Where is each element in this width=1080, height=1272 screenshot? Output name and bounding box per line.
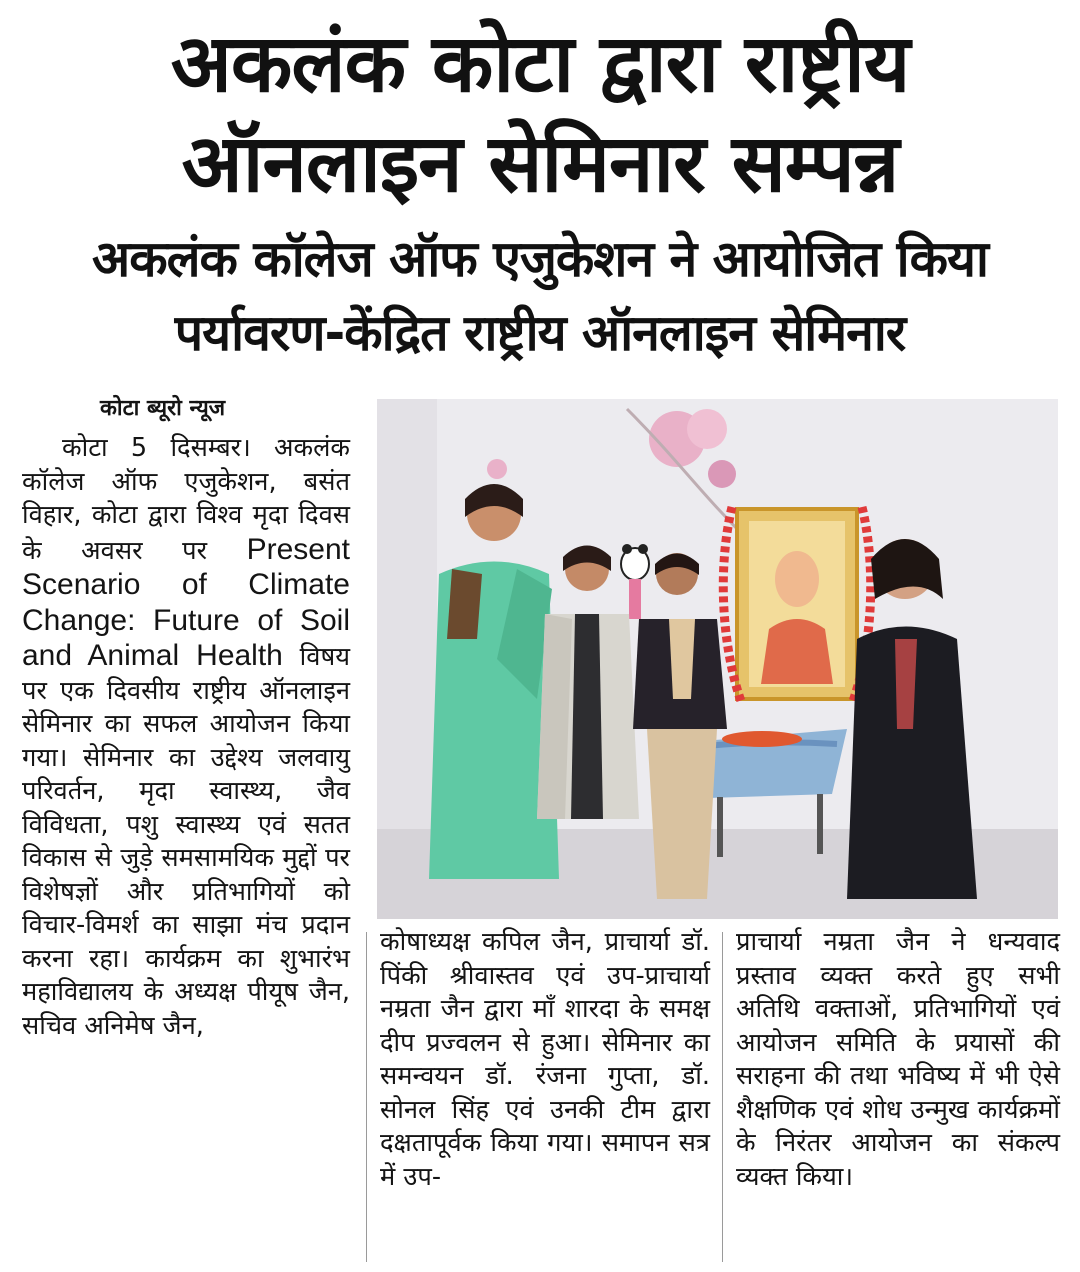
column-divider-1 xyxy=(366,932,367,1262)
subheadline-line-1: अकलंक कॉलेज ऑफ एजुकेशन ने आयोजित किया xyxy=(92,230,988,288)
headline-line-1: अकलंक कोटा द्वारा राष्ट्रीय xyxy=(170,17,910,110)
headline-line-2: ऑनलाइन सेमिनार सम्पन्न xyxy=(181,117,899,210)
byline: कोटा ब्यूरो न्यूज xyxy=(100,396,226,421)
subheadline-line-2: पर्यावरण-केंद्रित राष्ट्रीय ऑनलाइन सेमिनार xyxy=(174,304,906,362)
article-body-3: प्राचार्या नम्रता जैन ने धन्यवाद प्रस्ताव व्यक्त करते हुए सभी अतिथि वक्ताओं, प्रतिभागियों एवं आयोजन समिति के प्रयासों की सराहना की तथा भविष्य में भी ऐसे शैक्षणिक एवं शोध उन्मुख कार्यक्रमों के निरंतर आयोजन का संकल्प व्यक्त किया। xyxy=(736,927,1060,1192)
shrine-frame xyxy=(723,507,870,704)
seminar-title-english: Present Scenario of Climate Change: Future of Soil and Animal Health xyxy=(22,532,350,672)
article-body-1: विषय पर एक दिवसीय राष्ट्रीय ऑनलाइन सेमिनार का सफल आयोजन किया गया। सेमिनार का उद्देश्य जलवायु परिवर्तन, मृदा स्वास्थ्य, जैव विविधता, पशु स्वास्थ्य एवं सतत विकास से जुड़े समसामयिक मुद्दों पर विशेषज्ञों और प्रतिभागियों को विचार-विमर्श का साझा मंच प्रदान करना रहा। कार्यक्रम का शुभारंभ महाविद्यालय के अध्यक्ष पीयूष जैन, सचिव अनिमेष जैन, xyxy=(22,642,350,1041)
event-photo xyxy=(377,399,1058,919)
column-divider-2 xyxy=(722,932,723,1262)
article-column-3 xyxy=(736,926,1060,1194)
article-intro: कोटा 5 दिसम्बर। अकलंक कॉलेज ऑफ एजुकेशन, बसंत विहार, कोटा द्वारा विश्व मृदा दिवस के अवसर पर xyxy=(22,433,350,566)
article-column-2 xyxy=(380,926,710,1194)
event-photo-illustration xyxy=(377,399,1058,919)
article-body-2: कोषाध्यक्ष कपिल जैन, प्राचार्या डॉ. पिंकी श्रीवास्तव एवं उप-प्राचार्या नम्रता जैन द्वारा माँ शारदा के समक्ष दीप प्रज्वलन से हुआ। सेमिनार का समन्वयन डॉ. रंजना गुप्ता, डॉ. सोनल सिंह एवं उनकी टीम द्वारा दक्षतापूर्वक किया गया। समापन सत्र में उप- xyxy=(380,927,710,1192)
article-column-1 xyxy=(22,432,350,1043)
